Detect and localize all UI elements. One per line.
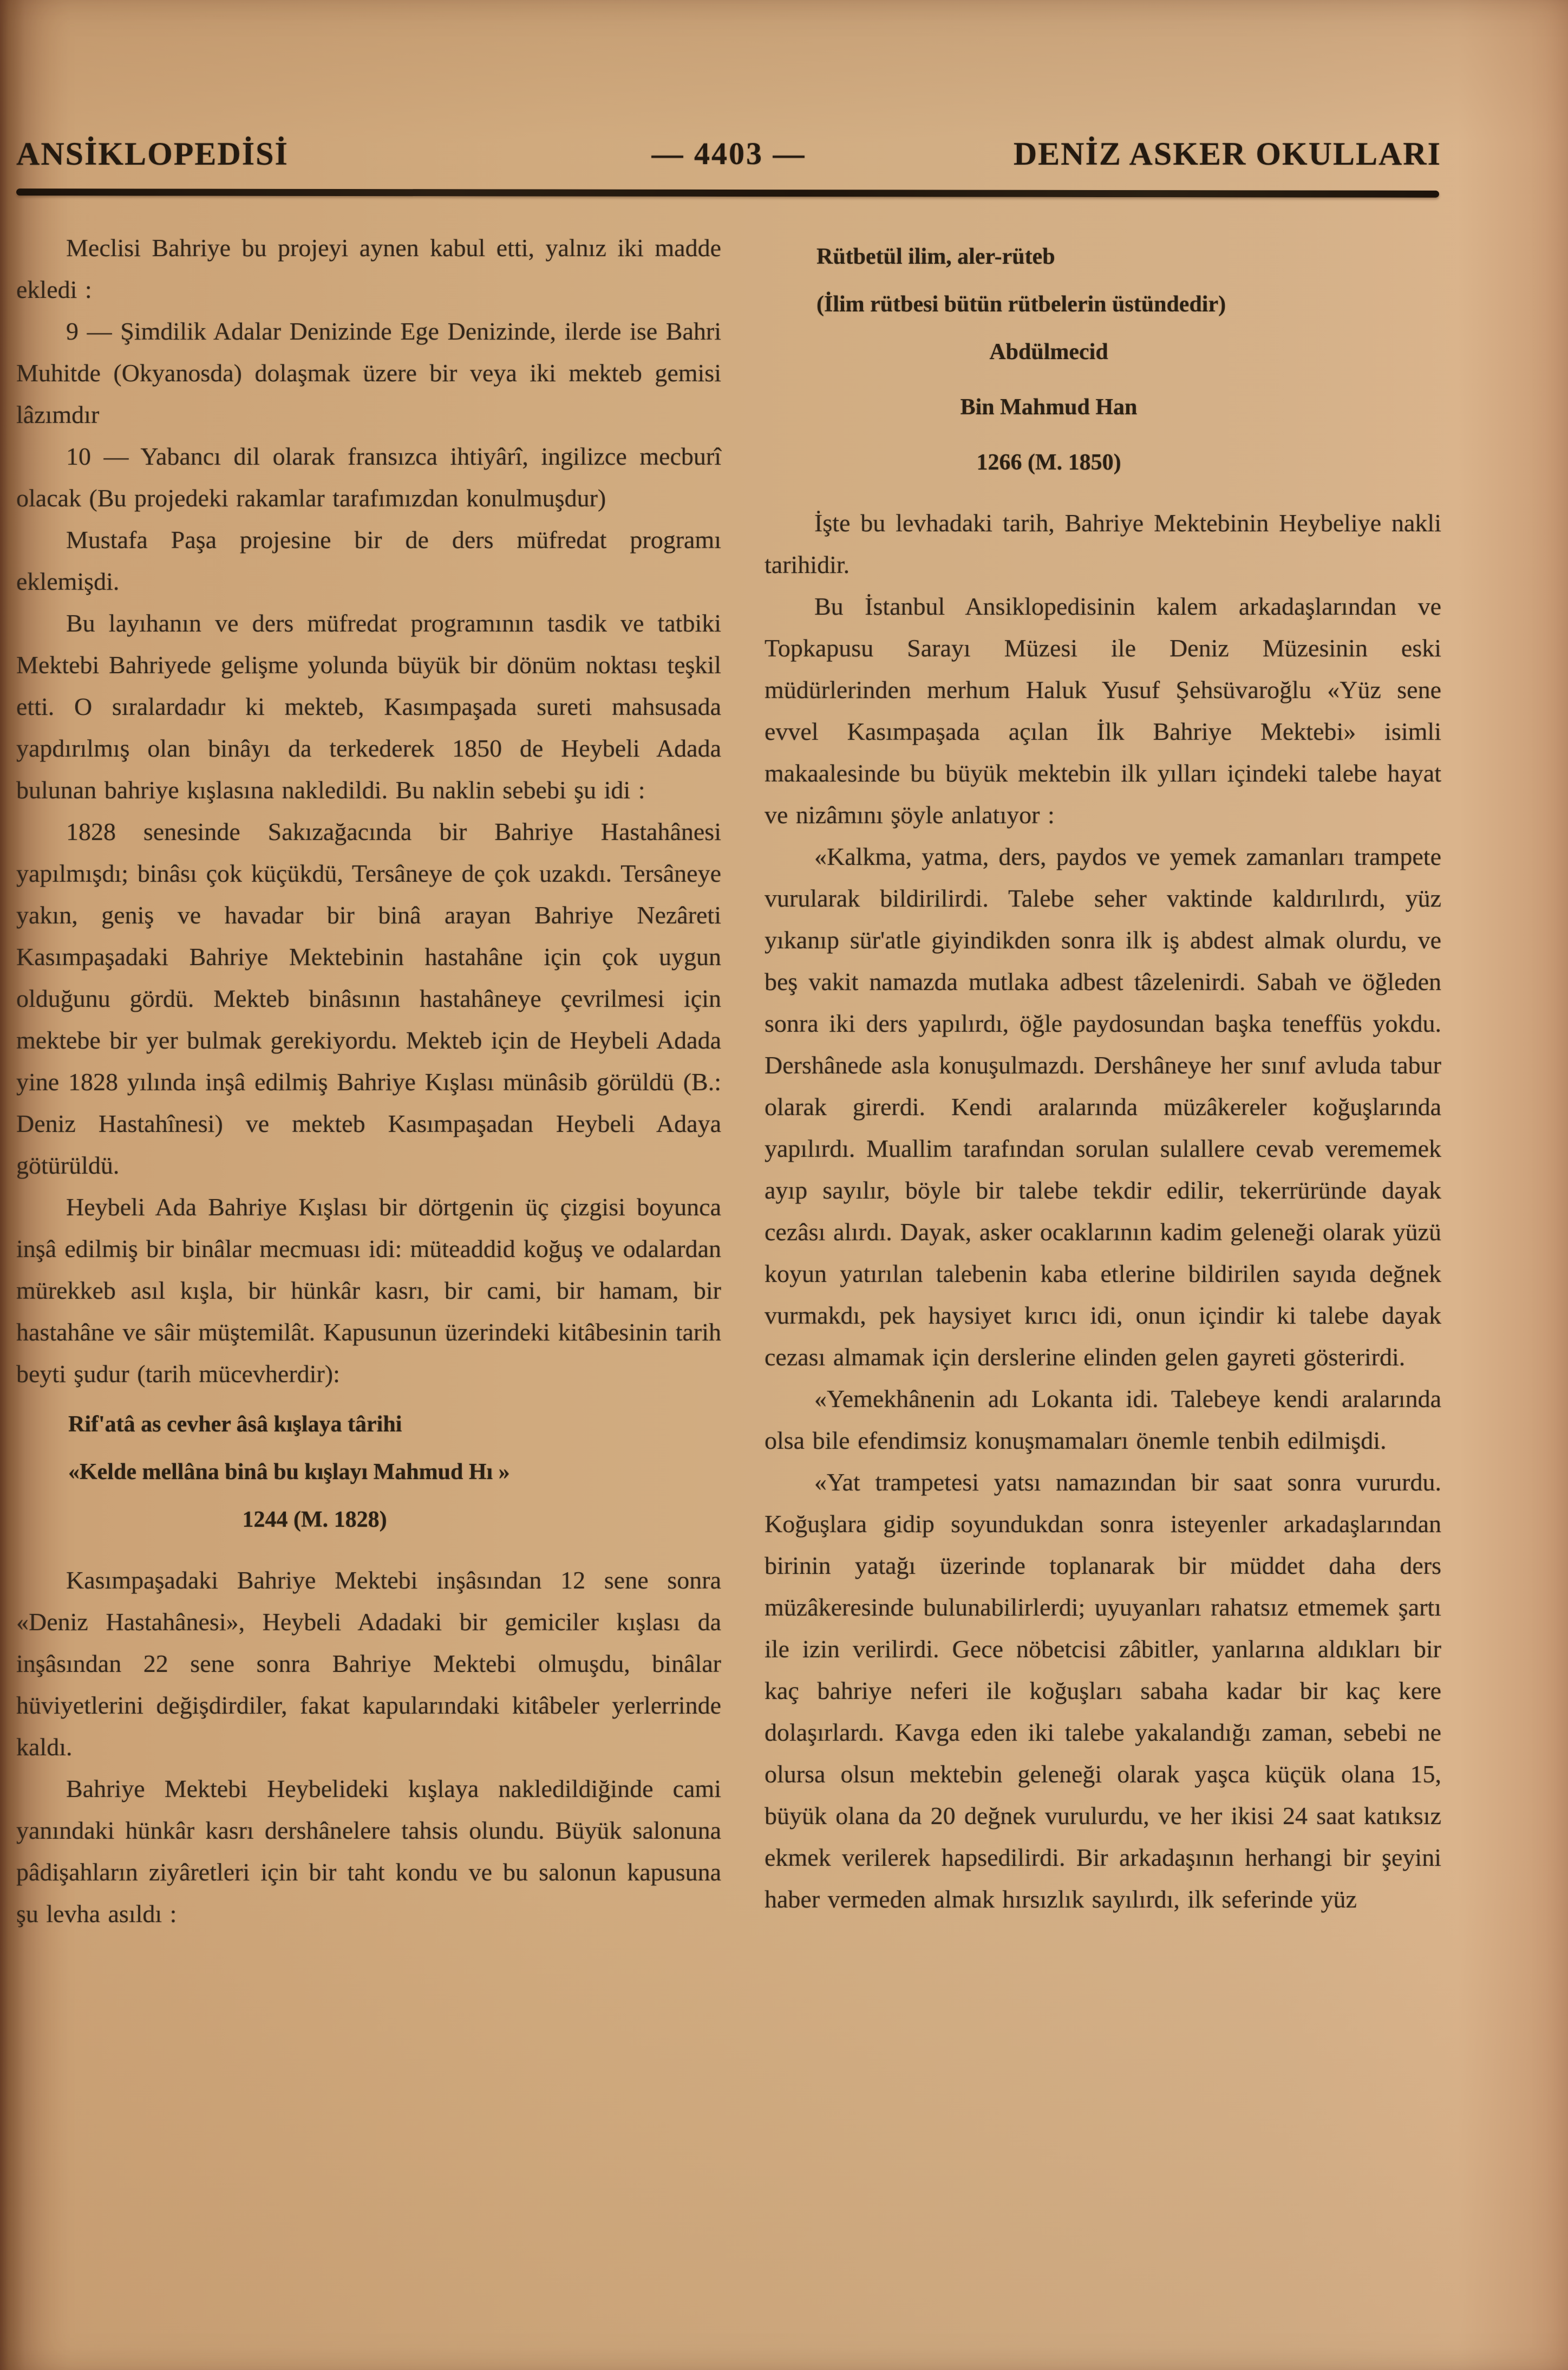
inscription-line: (İlim rütbesi bütün rütbelerin üstündedir) <box>816 292 1226 317</box>
right-column <box>765 227 1441 1935</box>
text-columns <box>16 227 1441 1935</box>
paragraph: Meclisi Bahriye bu projeyi aynen kabul etti, yalnız iki madde ekledi : <box>16 234 721 303</box>
paragraph: Bahriye Mektebi Heybelideki kışlaya nakledildiğinde cami yanındaki hünkâr kasrı dershânelere tahsis olundu. Büyük salonuna pâdişahların ziyâretleri için bir taht kondu ve bu salonun kapusuna şu levha asıldı : <box>16 1775 721 1928</box>
page-number: — 4403 — <box>651 136 806 171</box>
paragraph: Bu layıhanın ve ders müfredat programının tasdik ve tatbiki Mektebi Bahriyede gelişme yolunda büyük bir dönüm noktası teşkil etti. O sıralardadır ki mekteb, Kasımpaşada sureti mahsusada yapdırılmış olan binâyı da terkederek 1850 de Heybeli Adada bulunan bahriye kışlasına nakledildi. Bu naklin sebebi şu idi : <box>16 609 721 804</box>
paragraph: İşte bu levhadaki tarih, Bahriye Mektebinin Heybeliye nakli tarihidir. <box>765 509 1441 578</box>
inscription-line: Rif'atâ as cevher âsâ kışlaya târihi <box>68 1412 402 1437</box>
paragraph: «Yat trampetesi yatsı namazından bir saat sonra vururdu. Koğuşlara gidip soyundukdan sonra isteyenler arkadaşlarından birinin yatağı üzerinde toplanarak bir müddet daha ders müzâkeresinde bulunabilirlerdi; uyuyanları rahatsız etmemek şartı ile izin verilirdi. Gece nöbetcisi zâbitler, yanlarına aldıkları bir kaç bahriye neferi ile koğuşları sabaha kadar bir kaç kere dolaşırlardı. Kavga eden iki talebe yakalandığı zaman, sebebi ne olursa olsun mektebin geleneği olarak yaşca küçük olana 15, büyük olana da 20 değnek vurulurdu, ve her ikisi 24 saat katıksız ekmek verilerek hapsedilirdi. Bir arkadaşının herhangi bir şeyini haber vermeden almak hırsızlık sayılırdı, ilk seferinde yüz <box>765 1468 1441 1913</box>
column-gutter <box>721 227 765 1935</box>
paragraph: 9 — Şimdilik Adalar Denizinde Ege Denizinde, ilerde ise Bahri Muhitde (Okyanosda) dolaşmak üzere bir veya iki mekteb gemisi lâzımdır <box>16 317 721 428</box>
paragraph: Mustafa Paşa projesine bir de ders müfredat programı eklemişdi. <box>16 526 721 595</box>
paragraph: Kasımpaşadaki Bahriye Mektebi inşâsından 12 sene sonra «Deniz Hastahânesi», Heybeli Adadaki bir gemiciler kışlası da inşâsından 22 sene sonra Bahriye Mektebi olmuşdu, binâlar hüviyetlerini değişdirdiler, fakat kapularındaki kitâbeler yerlerrinde kaldı. <box>16 1566 721 1761</box>
paragraph: 10 — Yabancı dil olarak fransızca ihtiyârî, ingilizce mecburî olacak (Bu projedeki rakamlar tarafımızdan konulmuşdur) <box>16 442 721 512</box>
inscription-line: «Kelde mellâna binâ bu kışlayı Mahmud Hı » <box>68 1460 510 1484</box>
running-title-right: DENİZ ASKER OKULLARI <box>1013 136 1441 172</box>
inscription-center-line: Abdülmecid <box>989 340 1108 364</box>
header-rule <box>16 188 1439 198</box>
running-header <box>16 135 1441 173</box>
inscription-line: Rütbetül ilim, aler-rüteb <box>816 244 1055 269</box>
paragraph: «Kalkma, yatma, ders, paydos ve yemek zamanları trampete vurularak bildirilirdi. Talebe seher vaktinde kaldırılırdı, yüz yıkanıp sür'atle giyindikden sonra ilk iş abdest almak olurdu, ve beş vakit namazda mutlaka adbest tâzelenirdi. Sabah ve öğleden sonra iki ders yapılırdı, öğle paydosundan başka teneffüs yokdu. Dershânede asla konuşulmazdı. Dershâneye her sınıf avluda tabur olarak girerdi. Kendi aralarında müzâkereler koğuşlarında yapılırdı. Muallim tarafından sorulan sulallere cevab verememek ayıp sayılır, böyle bir talebe tekdir edilir, tekerrüründe dayak cezâsı alırdı. Dayak, asker ocaklarının kadim geleneği olarak yüzü koyun yatırılan talebenin kaba etlerine bildirilen sayıda değnek vurmakdı, pek haysiyet kırıcı idi, onun içindir ki talebe dayak cezası almamak için derslerine elinden gelen gayreti gösterirdi. <box>765 843 1441 1371</box>
inscription-center-line: Bin Mahmud Han <box>960 395 1138 420</box>
paragraph: 1828 senesinde Sakızağacında bir Bahriye Hastahânesi yapılmışdı; binâsı çok küçükdü, Tersâneye de çok uzakdı. Tersâneye yakın, geniş ve havadar bir binâ arayan Bahriye Nezâreti Kasımpaşadaki Bahriye Mektebinin hastahâne için çok uygun olduğunu gördü. Mekteb binâsının hastahâneye çevrilmesi için mektebe bir yer bulmak gerekiyordu. Mekteb için de Heybeli Adada yine 1828 yılında inşâ edilmiş Bahriye Kışlası münâsib görüldü (B.: Deniz Hastahînesi) ve mekteb Kasımpaşadan Heybeli Adaya götürüldü. <box>16 818 721 1179</box>
paragraph: «Yemekhânenin adı Lokanta idi. Talebeye kendi aralarında olsa bile efendimsiz konuşmamaları önemle tenbih edilmişdi. <box>765 1385 1441 1454</box>
page-content <box>16 0 1441 1935</box>
running-title-left: ANSİKLOPEDİSİ <box>16 136 289 172</box>
inscription-center-line: 1244 (M. 1828) <box>242 1507 387 1532</box>
paragraph: Bu İstanbul Ansiklopedisinin kalem arkadaşlarından ve Topkapusu Sarayı Müzesi ile Deniz Müzesinin eski müdürlerinden merhum Haluk Yusuf Şehsüvaroğlu «Yüz sene evvel Kasımpaşada açılan İlk Bahriye Mektebi» isimli makaalesinde bu büyük mektebin ilk yılları içindeki talebe hayat ve nizâmını şöyle anlatıyor : <box>765 592 1441 829</box>
left-column <box>16 227 721 1935</box>
paragraph: Heybeli Ada Bahriye Kışlası bir dörtgenin üç çizgisi boyunca inşâ edilmiş bir binâlar mecmuası idi: müteaddid koğuş ve odalardan mürekkeb asıl kışla, bir hünkâr kasrı, bir cami, bir hamam, bir hastahâne ve sâir müştemilât. Kapusunun üzerindeki kitâbesinin tarih beyti şudur (tarih mücevherdir): <box>16 1193 721 1388</box>
inscription-center-line: 1266 (M. 1850) <box>976 450 1121 475</box>
